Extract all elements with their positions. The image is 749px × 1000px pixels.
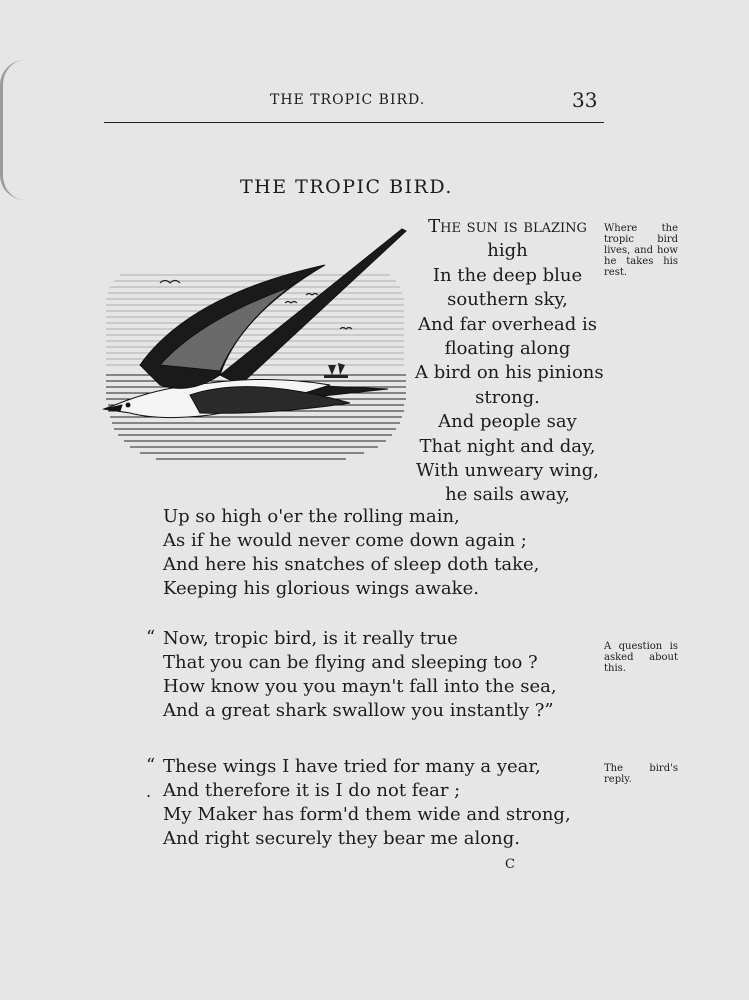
verse-line: The sun is blazing (428, 216, 587, 237)
page-binding-edge (0, 60, 25, 200)
tropic-bird-illustration (100, 225, 415, 475)
verse-line: strong. (475, 386, 540, 408)
stanza-1 (415, 215, 604, 508)
verse-line: high (487, 240, 528, 262)
opening-quote-mark: “ (146, 627, 156, 648)
stray-mark: . (146, 782, 152, 801)
verse-line: And far overhead is (417, 313, 598, 335)
verse-line: And people say (438, 411, 577, 433)
verse-line: That you can be flying and sleeping too ? (163, 652, 538, 673)
verse-line: With unweary wing, (416, 459, 599, 481)
page-number: 33 (572, 88, 598, 112)
verse-line: Now, tropic bird, is it really true (163, 628, 458, 649)
header-rule (104, 122, 604, 123)
verse-line: These wings I have tried for many a year, (163, 756, 541, 777)
opening-quote-mark: “ (146, 755, 156, 776)
verse-line: he sails away, (445, 484, 570, 506)
verse-line: And right securely they bear me along. (163, 828, 520, 849)
sidenote-question: A question is asked about this. (604, 641, 678, 674)
verse-line: And a great shark swallow you instantly ?” (163, 700, 554, 721)
verse-line: floating along (444, 337, 571, 359)
stanza-2 (163, 505, 539, 601)
running-title: THE TROPIC BIRD. (270, 92, 426, 108)
stanza-3 (163, 627, 557, 723)
sidenote-reply: The bird's reply. (604, 763, 678, 785)
signature-mark: C (505, 857, 515, 872)
verse-line: That night and day, (419, 435, 596, 457)
verse-line: How know you you mayn't fall into the sea, (163, 676, 557, 697)
verse-line: As if he would never come down again ; (163, 530, 527, 551)
verse-line: Up so high o'er the rolling main, (163, 506, 460, 527)
verse-line: A bird on his pinions (415, 362, 604, 384)
sidenote-where-bird-lives: Where the tropic bird lives, and how he takes his rest. (604, 223, 678, 278)
verse-line: And here his snatches of sleep doth take, (163, 554, 540, 575)
verse-line: And therefore it is I do not fear ; (163, 780, 461, 801)
poem-title: THE TROPIC BIRD. (240, 176, 453, 198)
stanza-4 (163, 755, 571, 851)
verse-line: southern sky, (447, 289, 568, 311)
verse-line: My Maker has form'd them wide and strong, (163, 804, 571, 825)
verse-line: In the deep blue (432, 264, 583, 286)
verse-line: Keeping his glorious wings awake. (163, 578, 479, 599)
